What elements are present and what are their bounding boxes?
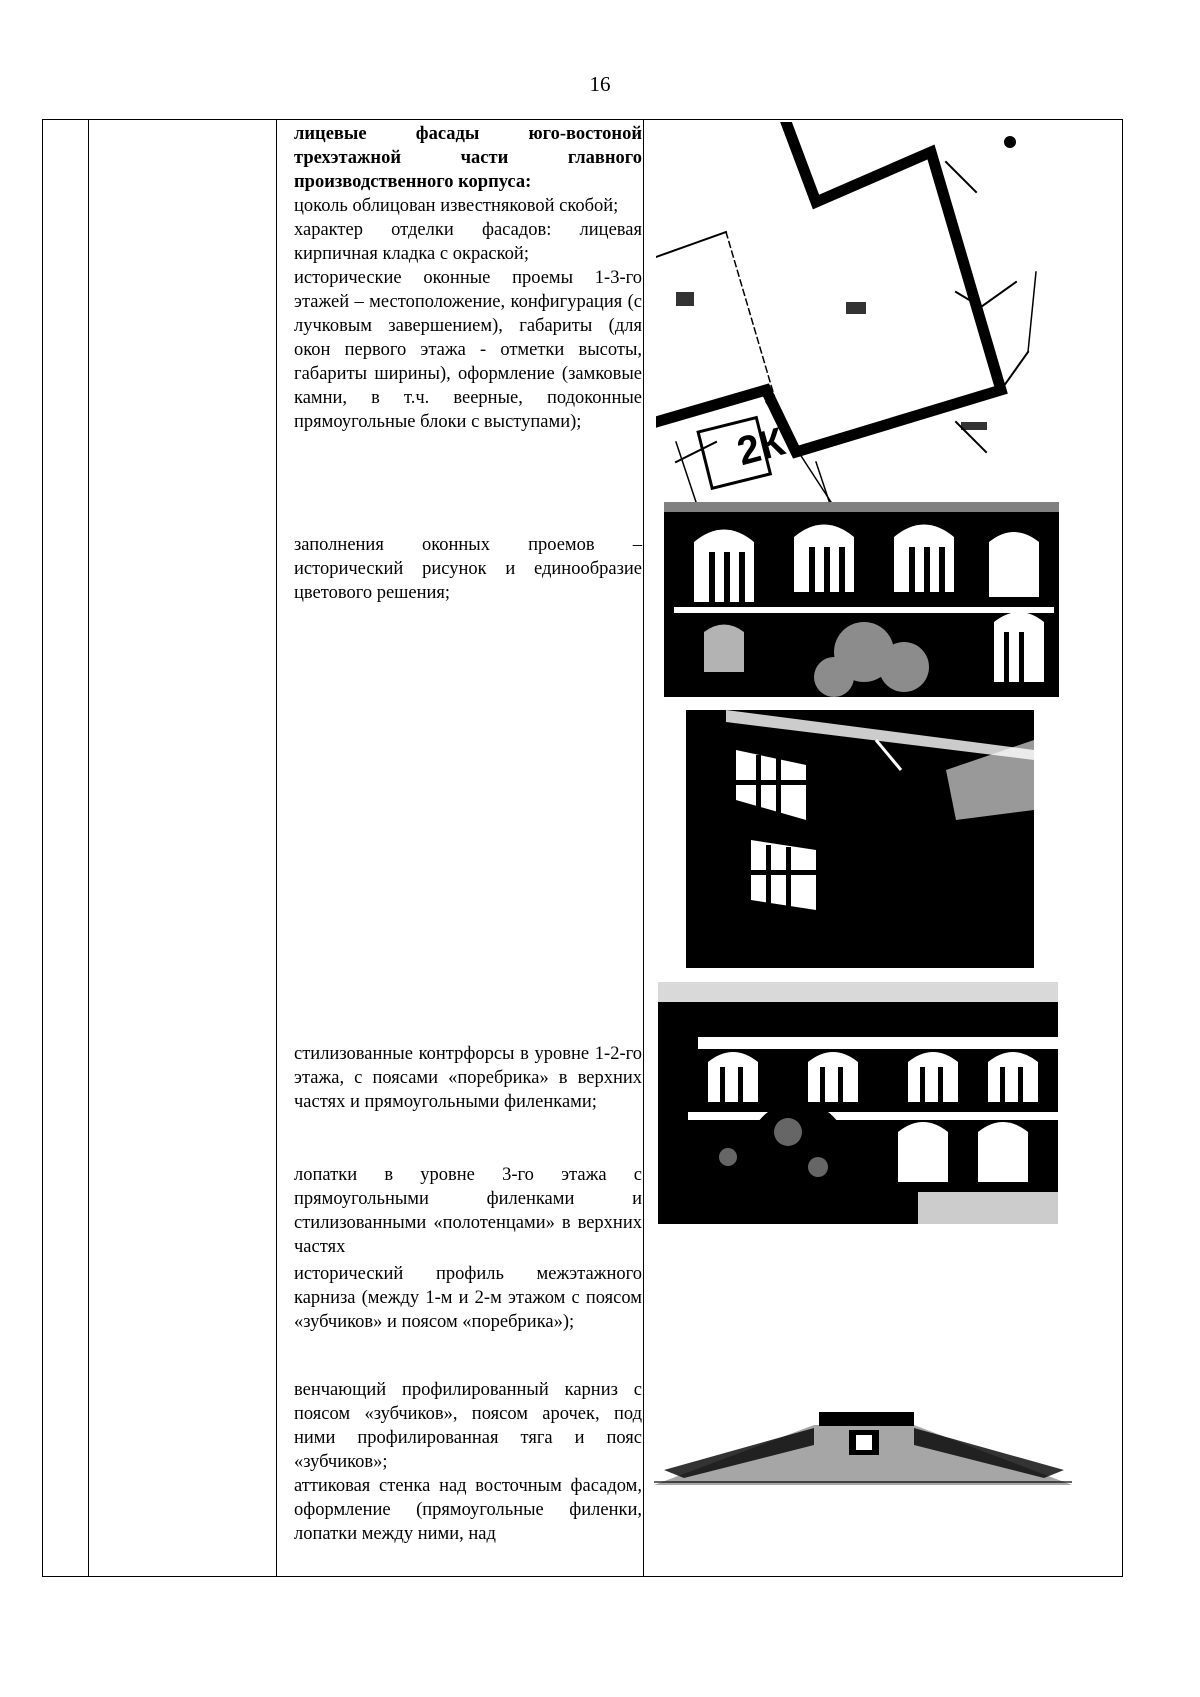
description-block-4 bbox=[294, 1163, 642, 1259]
page-number: 16 bbox=[589, 72, 611, 96]
plan-label: 2К bbox=[732, 419, 790, 475]
description-block-5 bbox=[294, 1262, 642, 1334]
description-block-1 bbox=[294, 122, 642, 434]
facade-photo-1 bbox=[664, 502, 1059, 697]
paragraph-cornice: исторический профиль межэтажного карниза (между 1-м и 2-м этажом с поясом «зубчиков» и поясом «поребрика»); bbox=[294, 1264, 642, 1332]
table-cell-name bbox=[89, 120, 277, 1577]
document-table bbox=[42, 119, 1123, 1577]
paragraph-pilasters: лопатки в уровне 3-го этажа с прямоугольными филенками и стилизованными «полотенцами» в верхних частях bbox=[294, 1165, 642, 1257]
table-cell-number bbox=[43, 120, 89, 1577]
paragraph-finish: характер отделки фасадов: лицевая кирпичная кладка с окраской; bbox=[294, 220, 642, 264]
site-plan-image bbox=[656, 122, 1068, 532]
paragraph-crowning: венчающий профилированный карниз с поясом «зубчиков», поясом арочек, под ними профилированная тяга и пояс «зубчиков»; bbox=[294, 1380, 642, 1472]
description-block-3 bbox=[294, 1042, 642, 1114]
description-block-2 bbox=[294, 533, 642, 605]
paragraph-buttresses: стилизованные контрфорсы в уровне 1-2-го этажа, с поясами «поребрика» в верхних частях и прямоугольными филенками; bbox=[294, 1044, 642, 1112]
paragraph-windows: исторические оконные проемы 1-3-го этажей – местоположение, конфигурация (с лучковым завершением), габариты (для окон первого этажа - отметки высоты, габариты ширины), оформление (замковые камни, в т.ч. веерные, подоконные прямоугольные блоки с выступами); bbox=[294, 268, 642, 432]
paragraph-plinth: цоколь облицован известняковой скобой; bbox=[294, 196, 619, 216]
paragraph-attic: аттиковая стенка над восточным фасадом, оформление (прямоугольные филенки, лопатки между ними, над bbox=[294, 1476, 642, 1544]
paragraph-fillings: заполнения оконных проемов – исторический рисунок и единообразие цветового решения; bbox=[294, 535, 642, 603]
facade-photo-3 bbox=[658, 982, 1058, 1224]
section-heading: лицевые фасады юго-востоной трехэтажной части главного производственного корпуса: bbox=[294, 124, 642, 192]
description-block-6 bbox=[294, 1378, 642, 1546]
attic-photo bbox=[654, 1410, 1072, 1490]
facade-photo-2 bbox=[686, 710, 1034, 968]
site-plan-drawing bbox=[656, 122, 1068, 532]
table-cell-illustrations bbox=[644, 120, 1123, 1577]
table-cell-description bbox=[277, 120, 644, 1577]
